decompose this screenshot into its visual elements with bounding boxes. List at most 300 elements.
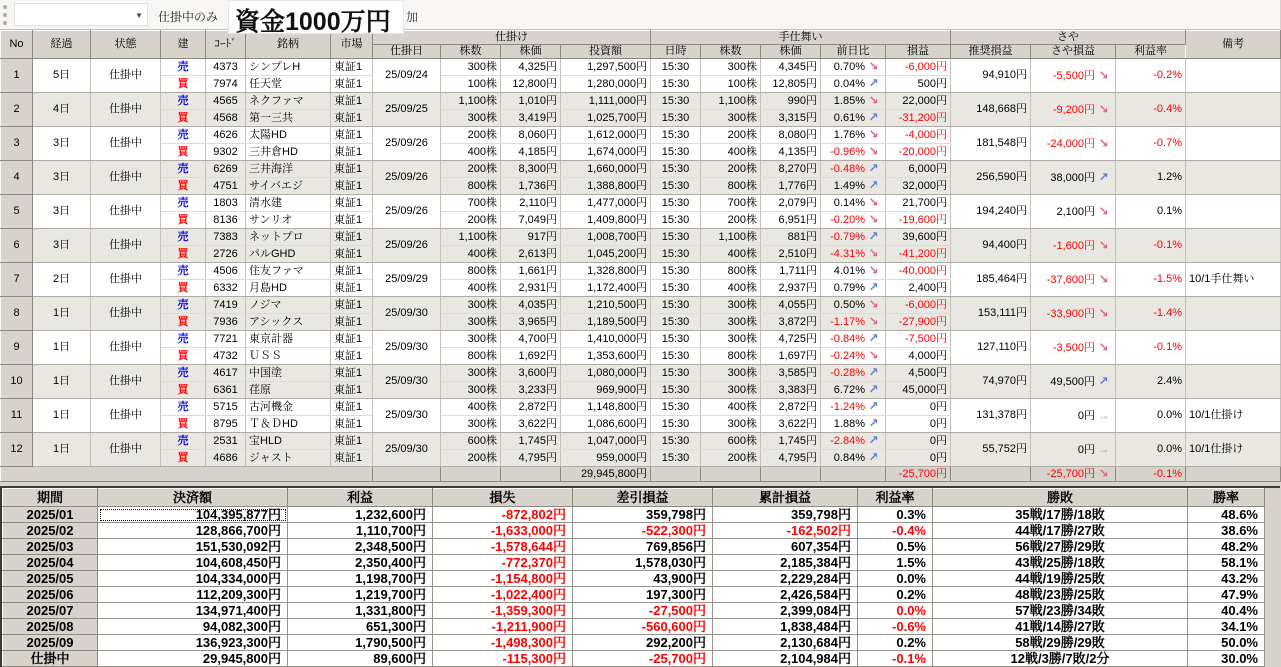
entry-date-cell[interactable]: 25/09/26 [373,127,441,161]
pl-cell[interactable]: -31,200円 [886,110,951,127]
cumulative-pl-cell[interactable]: 2,399,084円 [713,603,858,619]
side-cell[interactable]: 買 [161,246,206,263]
elapsed-days[interactable]: 1日 [33,365,91,399]
period-cell[interactable]: 2025/04 [3,555,98,571]
saya-pl-cell[interactable] [1031,127,1116,161]
exit-time[interactable]: 15:30 [651,161,701,178]
entry-price[interactable]: 917円 [501,229,561,246]
row-number[interactable]: 4 [1,161,33,195]
profit-cell[interactable]: 1,198,700円 [288,571,433,587]
profit-rate-cell[interactable]: -0.1% [1116,331,1186,365]
pl-cell[interactable]: -41,200円 [886,246,951,263]
recommended-pl-cell[interactable]: 74,970円 [951,365,1031,399]
exit-price[interactable]: 3,585円 [761,365,821,382]
exit-price[interactable]: 2,872円 [761,399,821,416]
loss-cell[interactable]: -1,359,300円 [433,603,573,619]
entry-amount[interactable]: 1,409,800円 [561,212,651,229]
exit-time[interactable]: 15:30 [651,263,701,280]
entry-qty[interactable]: 200株 [441,212,501,229]
exit-price[interactable]: 2,937円 [761,280,821,297]
entry-price[interactable]: 3,419円 [501,110,561,127]
elapsed-days[interactable]: 1日 [33,331,91,365]
entry-qty[interactable]: 300株 [441,59,501,76]
recommended-pl-cell[interactable]: 185,464円 [951,263,1031,297]
exit-time[interactable]: 15:30 [651,110,701,127]
stock-code[interactable]: 4506 [206,263,246,280]
exit-qty[interactable]: 200株 [701,450,761,467]
entry-amount[interactable]: 1,008,700円 [561,229,651,246]
win-loss-record-cell[interactable]: 58戦/29勝/29敗 [933,635,1188,651]
market-cell[interactable]: 東証1 [331,450,373,467]
period-cell[interactable]: 2025/02 [3,523,98,539]
exit-price[interactable]: 1,776円 [761,178,821,195]
day-change-cell[interactable] [821,450,886,467]
day-change-cell[interactable] [821,399,886,416]
pl-cell[interactable]: 4,000円 [886,348,951,365]
side-cell[interactable]: 売 [161,263,206,280]
side-cell[interactable]: 買 [161,110,206,127]
side-cell[interactable]: 買 [161,382,206,399]
exit-qty[interactable]: 100株 [701,76,761,93]
profit-cell[interactable]: 1,331,800円 [288,603,433,619]
profit-cell[interactable]: 1,790,500円 [288,635,433,651]
elapsed-days[interactable]: 2日 [33,263,91,297]
exit-price[interactable]: 4,795円 [761,450,821,467]
profit-cell[interactable]: 651,300円 [288,619,433,635]
settled-amount-cell[interactable]: 136,923,300円 [98,635,288,651]
day-change-cell[interactable] [821,110,886,127]
exit-price[interactable]: 3,622円 [761,416,821,433]
market-cell[interactable]: 東証1 [331,399,373,416]
entry-qty[interactable]: 1,100株 [441,229,501,246]
row-number[interactable]: 2 [1,93,33,127]
settled-amount-cell[interactable]: 104,395,877円 [98,507,288,523]
pl-cell[interactable]: 0円 [886,399,951,416]
status-cell[interactable]: 仕掛中 [91,331,161,365]
market-cell[interactable]: 東証1 [331,382,373,399]
entry-qty[interactable]: 100株 [441,76,501,93]
entry-amount[interactable]: 1,353,600円 [561,348,651,365]
cumulative-pl-cell[interactable]: 2,185,384円 [713,555,858,571]
pl-cell[interactable]: 4,500円 [886,365,951,382]
exit-time[interactable]: 15:30 [651,280,701,297]
toolbar-grip-icon[interactable] [3,5,7,25]
entry-amount[interactable]: 1,210,500円 [561,297,651,314]
entry-amount[interactable]: 1,612,000円 [561,127,651,144]
stock-name[interactable]: パルGHD [246,246,331,263]
stock-name[interactable]: 東京計器 [246,331,331,348]
exit-time[interactable]: 15:30 [651,178,701,195]
stock-code[interactable]: 4751 [206,178,246,195]
exit-time[interactable]: 15:30 [651,195,701,212]
saya-pl-cell[interactable] [1031,59,1116,93]
exit-price[interactable]: 4,135円 [761,144,821,161]
entry-amount[interactable]: 1,148,800円 [561,399,651,416]
profit-cell[interactable]: 2,350,400円 [288,555,433,571]
profit-rate-cell[interactable]: 2.4% [1116,365,1186,399]
pl-cell[interactable]: -6,000円 [886,59,951,76]
pl-cell[interactable]: 0円 [886,450,951,467]
entry-date-cell[interactable]: 25/09/29 [373,263,441,297]
exit-time[interactable]: 15:30 [651,297,701,314]
exit-qty[interactable]: 300株 [701,110,761,127]
exit-time[interactable]: 15:30 [651,314,701,331]
win-loss-record-cell[interactable]: 12戦/3勝/7敗/2分 [933,651,1188,667]
entry-amount[interactable]: 1,388,800円 [561,178,651,195]
market-cell[interactable]: 東証1 [331,433,373,450]
market-cell[interactable]: 東証1 [331,59,373,76]
row-number[interactable]: 9 [1,331,33,365]
strategy-combobox[interactable] [14,3,148,26]
stock-name[interactable]: ジャスト [246,450,331,467]
exit-price[interactable]: 1,711円 [761,263,821,280]
day-change-cell[interactable] [821,280,886,297]
market-cell[interactable]: 東証1 [331,110,373,127]
side-cell[interactable]: 売 [161,127,206,144]
entry-price[interactable]: 1,745円 [501,433,561,450]
entry-amount[interactable]: 1,660,000円 [561,161,651,178]
day-change-cell[interactable] [821,263,886,280]
entry-date-cell[interactable]: 25/09/30 [373,365,441,399]
entry-qty[interactable]: 400株 [441,246,501,263]
exit-time[interactable]: 15:30 [651,382,701,399]
exit-price[interactable]: 1,697円 [761,348,821,365]
entry-qty[interactable]: 200株 [441,127,501,144]
cumulative-pl-cell[interactable]: 2,426,584円 [713,587,858,603]
period-cell[interactable]: 2025/08 [3,619,98,635]
row-number[interactable]: 5 [1,195,33,229]
entry-amount[interactable]: 1,410,000円 [561,331,651,348]
cumulative-pl-cell[interactable]: 2,130,684円 [713,635,858,651]
stock-code[interactable]: 6361 [206,382,246,399]
saya-pl-cell[interactable] [1031,195,1116,229]
profit-rate-cell[interactable]: 0.1% [1116,195,1186,229]
pl-cell[interactable]: 21,700円 [886,195,951,212]
entry-amount[interactable]: 969,900円 [561,382,651,399]
net-pl-cell[interactable]: 292,200円 [573,635,713,651]
entry-date-cell[interactable]: 25/09/24 [373,59,441,93]
status-cell[interactable]: 仕掛中 [91,433,161,467]
exit-qty[interactable]: 200株 [701,161,761,178]
side-cell[interactable]: 売 [161,229,206,246]
entry-qty[interactable]: 400株 [441,399,501,416]
exit-price[interactable]: 4,725円 [761,331,821,348]
market-cell[interactable]: 東証1 [331,127,373,144]
row-number[interactable]: 1 [1,59,33,93]
recommended-pl-cell[interactable]: 127,110円 [951,331,1031,365]
market-cell[interactable]: 東証1 [331,331,373,348]
net-pl-cell[interactable]: -560,600円 [573,619,713,635]
rate-cell[interactable]: 0.0% [858,571,933,587]
net-pl-cell[interactable]: 43,900円 [573,571,713,587]
entry-date-cell[interactable]: 25/09/30 [373,433,441,467]
status-cell[interactable]: 仕掛中 [91,229,161,263]
entry-amount[interactable]: 1,172,400円 [561,280,651,297]
stock-name[interactable]: ネクファマ [246,93,331,110]
elapsed-days[interactable]: 1日 [33,399,91,433]
stock-code[interactable]: 4732 [206,348,246,365]
day-change-cell[interactable] [821,348,886,365]
saya-pl-cell[interactable] [1031,263,1116,297]
entry-qty[interactable]: 300株 [441,365,501,382]
exit-time[interactable]: 15:30 [651,229,701,246]
market-cell[interactable]: 東証1 [331,365,373,382]
note-cell[interactable] [1186,127,1281,161]
entry-qty[interactable]: 1,100株 [441,93,501,110]
status-cell[interactable]: 仕掛中 [91,195,161,229]
win-loss-record-cell[interactable]: 41戦/14勝/27敗 [933,619,1188,635]
day-change-cell[interactable] [821,246,886,263]
entry-price[interactable]: 4,325円 [501,59,561,76]
entry-price[interactable]: 4,185円 [501,144,561,161]
day-change-cell[interactable] [821,314,886,331]
saya-pl-cell[interactable] [1031,161,1116,195]
day-change-cell[interactable] [821,59,886,76]
side-cell[interactable]: 売 [161,195,206,212]
status-cell[interactable]: 仕掛中 [91,263,161,297]
entry-amount[interactable]: 1,086,600円 [561,416,651,433]
note-cell[interactable] [1186,93,1281,127]
net-pl-cell[interactable]: -522,300円 [573,523,713,539]
note-cell[interactable] [1186,195,1281,229]
side-cell[interactable]: 買 [161,76,206,93]
stock-code[interactable]: 2531 [206,433,246,450]
row-number[interactable]: 7 [1,263,33,297]
stock-name[interactable]: 住友ファマ [246,263,331,280]
day-change-cell[interactable] [821,178,886,195]
saya-pl-cell[interactable] [1031,229,1116,263]
loss-cell[interactable]: -1,498,300円 [433,635,573,651]
profit-cell[interactable]: 2,348,500円 [288,539,433,555]
side-cell[interactable]: 売 [161,399,206,416]
period-cell[interactable]: 2025/03 [3,539,98,555]
stock-name[interactable]: Ｔ＆ＤHD [246,416,331,433]
entry-amount[interactable]: 959,000円 [561,450,651,467]
entry-qty[interactable]: 800株 [441,348,501,365]
entry-price[interactable]: 1,736円 [501,178,561,195]
profit-rate-cell[interactable]: 0.0% [1116,433,1186,467]
entry-price[interactable]: 4,035円 [501,297,561,314]
stock-code[interactable]: 4373 [206,59,246,76]
entry-price[interactable]: 3,965円 [501,314,561,331]
rate-cell[interactable]: 1.5% [858,555,933,571]
stock-name[interactable]: 三井海洋 [246,161,331,178]
profit-rate-cell[interactable]: -1.4% [1116,297,1186,331]
add-button-partial[interactable]: 加 [406,10,419,24]
row-number[interactable]: 12 [1,433,33,467]
entry-date-cell[interactable]: 25/09/30 [373,331,441,365]
elapsed-days[interactable]: 5日 [33,59,91,93]
entry-date-cell[interactable]: 25/09/30 [373,399,441,433]
entry-qty[interactable]: 600株 [441,433,501,450]
note-cell[interactable]: 10/1仕掛け [1186,399,1281,433]
win-loss-record-cell[interactable]: 44戦/19勝/25敗 [933,571,1188,587]
exit-time[interactable]: 15:30 [651,93,701,110]
exit-qty[interactable]: 300株 [701,59,761,76]
settled-amount-cell[interactable]: 94,082,300円 [98,619,288,635]
stock-name[interactable]: 宝HLD [246,433,331,450]
stock-name[interactable]: 月島HD [246,280,331,297]
side-cell[interactable]: 売 [161,161,206,178]
side-cell[interactable]: 売 [161,331,206,348]
stock-name[interactable]: 三井倉HD [246,144,331,161]
exit-price[interactable]: 4,055円 [761,297,821,314]
market-cell[interactable]: 東証1 [331,161,373,178]
settled-amount-cell[interactable]: 151,530,092円 [98,539,288,555]
cumulative-pl-cell[interactable]: 607,354円 [713,539,858,555]
exit-qty[interactable]: 400株 [701,144,761,161]
loss-cell[interactable]: -1,154,800円 [433,571,573,587]
pl-cell[interactable]: 500円 [886,76,951,93]
pl-cell[interactable]: -20,000円 [886,144,951,161]
settled-amount-cell[interactable]: 104,608,450円 [98,555,288,571]
stock-code[interactable]: 8136 [206,212,246,229]
exit-qty[interactable]: 300株 [701,297,761,314]
market-cell[interactable]: 東証1 [331,195,373,212]
entry-price[interactable]: 3,622円 [501,416,561,433]
stock-code[interactable]: 4686 [206,450,246,467]
win-loss-record-cell[interactable]: 43戦/25勝/18敗 [933,555,1188,571]
side-cell[interactable]: 売 [161,59,206,76]
exit-price[interactable]: 881円 [761,229,821,246]
exit-time[interactable]: 15:30 [651,76,701,93]
market-cell[interactable]: 東証1 [331,212,373,229]
period-cell[interactable]: 2025/05 [3,571,98,587]
rate-cell[interactable]: 0.5% [858,539,933,555]
stock-name[interactable]: サイバエジ [246,178,331,195]
exit-time[interactable]: 15:30 [651,365,701,382]
stock-code[interactable]: 6332 [206,280,246,297]
entry-qty[interactable]: 300株 [441,331,501,348]
stock-code[interactable]: 8795 [206,416,246,433]
rate-cell[interactable]: -0.4% [858,523,933,539]
exit-price[interactable]: 990円 [761,93,821,110]
market-cell[interactable]: 東証1 [331,263,373,280]
day-change-cell[interactable] [821,93,886,110]
exit-price[interactable]: 3,383円 [761,382,821,399]
side-cell[interactable]: 売 [161,365,206,382]
exit-time[interactable]: 15:30 [651,348,701,365]
profit-cell[interactable]: 1,110,700円 [288,523,433,539]
stock-code[interactable]: 6269 [206,161,246,178]
exit-qty[interactable]: 800株 [701,348,761,365]
period-cell[interactable]: 2025/09 [3,635,98,651]
cumulative-pl-cell[interactable]: -162,502円 [713,523,858,539]
win-rate-cell[interactable]: 47.9% [1188,587,1265,603]
entry-price[interactable]: 3,600円 [501,365,561,382]
net-pl-cell[interactable]: 769,856円 [573,539,713,555]
exit-price[interactable]: 12,805円 [761,76,821,93]
stock-code[interactable]: 4626 [206,127,246,144]
stock-code[interactable]: 7419 [206,297,246,314]
exit-time[interactable]: 15:30 [651,416,701,433]
entry-amount[interactable]: 1,297,500円 [561,59,651,76]
side-cell[interactable]: 買 [161,144,206,161]
exit-qty[interactable]: 200株 [701,212,761,229]
pl-cell[interactable]: 32,000円 [886,178,951,195]
market-cell[interactable]: 東証1 [331,144,373,161]
net-pl-cell[interactable]: 197,300円 [573,587,713,603]
stock-name[interactable]: ＵＳＳ [246,348,331,365]
stock-name[interactable]: 太陽HD [246,127,331,144]
market-cell[interactable]: 東証1 [331,297,373,314]
entry-amount[interactable]: 1,328,800円 [561,263,651,280]
profit-rate-cell[interactable]: -0.2% [1116,59,1186,93]
win-rate-cell[interactable]: 30.0% [1188,651,1265,667]
exit-price[interactable]: 2,510円 [761,246,821,263]
market-cell[interactable]: 東証1 [331,229,373,246]
entry-amount[interactable]: 1,047,000円 [561,433,651,450]
exit-time[interactable]: 15:30 [651,450,701,467]
settled-amount-cell[interactable]: 134,971,400円 [98,603,288,619]
pl-cell[interactable]: -7,500円 [886,331,951,348]
status-cell[interactable]: 仕掛中 [91,59,161,93]
saya-pl-cell[interactable] [1031,297,1116,331]
status-cell[interactable]: 仕掛中 [91,93,161,127]
pl-cell[interactable]: -40,000円 [886,263,951,280]
market-cell[interactable]: 東証1 [331,280,373,297]
entry-price[interactable]: 12,800円 [501,76,561,93]
pl-cell[interactable]: -4,000円 [886,127,951,144]
stock-code[interactable]: 1803 [206,195,246,212]
cumulative-pl-cell[interactable]: 2,104,984円 [713,651,858,667]
cumulative-pl-cell[interactable]: 2,229,284円 [713,571,858,587]
day-change-cell[interactable] [821,212,886,229]
entry-date-cell[interactable]: 25/09/26 [373,195,441,229]
exit-time[interactable]: 15:30 [651,331,701,348]
day-change-cell[interactable] [821,127,886,144]
note-cell[interactable] [1186,161,1281,195]
entry-price[interactable]: 1,692円 [501,348,561,365]
saya-pl-cell[interactable] [1031,331,1116,365]
exit-qty[interactable]: 1,100株 [701,93,761,110]
stock-code[interactable]: 9302 [206,144,246,161]
entry-price[interactable]: 8,300円 [501,161,561,178]
exit-time[interactable]: 15:30 [651,212,701,229]
pl-cell[interactable]: -6,000円 [886,297,951,314]
period-cell[interactable]: 2025/06 [3,587,98,603]
side-cell[interactable]: 買 [161,178,206,195]
win-rate-cell[interactable]: 34.1% [1188,619,1265,635]
exit-qty[interactable]: 300株 [701,382,761,399]
market-cell[interactable]: 東証1 [331,416,373,433]
entry-qty[interactable]: 300株 [441,297,501,314]
entry-price[interactable]: 2,613円 [501,246,561,263]
exit-time[interactable]: 15:30 [651,144,701,161]
net-pl-cell[interactable]: -25,700円 [573,651,713,667]
exit-qty[interactable]: 600株 [701,433,761,450]
win-rate-cell[interactable]: 48.2% [1188,539,1265,555]
side-cell[interactable]: 買 [161,416,206,433]
loss-cell[interactable]: -872,802円 [433,507,573,523]
entry-qty[interactable]: 300株 [441,314,501,331]
recommended-pl-cell[interactable]: 131,378円 [951,399,1031,433]
win-rate-cell[interactable]: 40.4% [1188,603,1265,619]
exit-qty[interactable]: 200株 [701,127,761,144]
elapsed-days[interactable]: 3日 [33,127,91,161]
exit-qty[interactable]: 700株 [701,195,761,212]
entry-price[interactable]: 2,110円 [501,195,561,212]
saya-pl-cell[interactable] [1031,399,1116,433]
exit-qty[interactable]: 400株 [701,280,761,297]
exit-qty[interactable]: 1,100株 [701,229,761,246]
side-cell[interactable]: 買 [161,450,206,467]
exit-qty[interactable]: 300株 [701,416,761,433]
exit-price[interactable]: 4,345円 [761,59,821,76]
stock-code[interactable]: 4565 [206,93,246,110]
day-change-cell[interactable] [821,416,886,433]
exit-qty[interactable]: 400株 [701,399,761,416]
